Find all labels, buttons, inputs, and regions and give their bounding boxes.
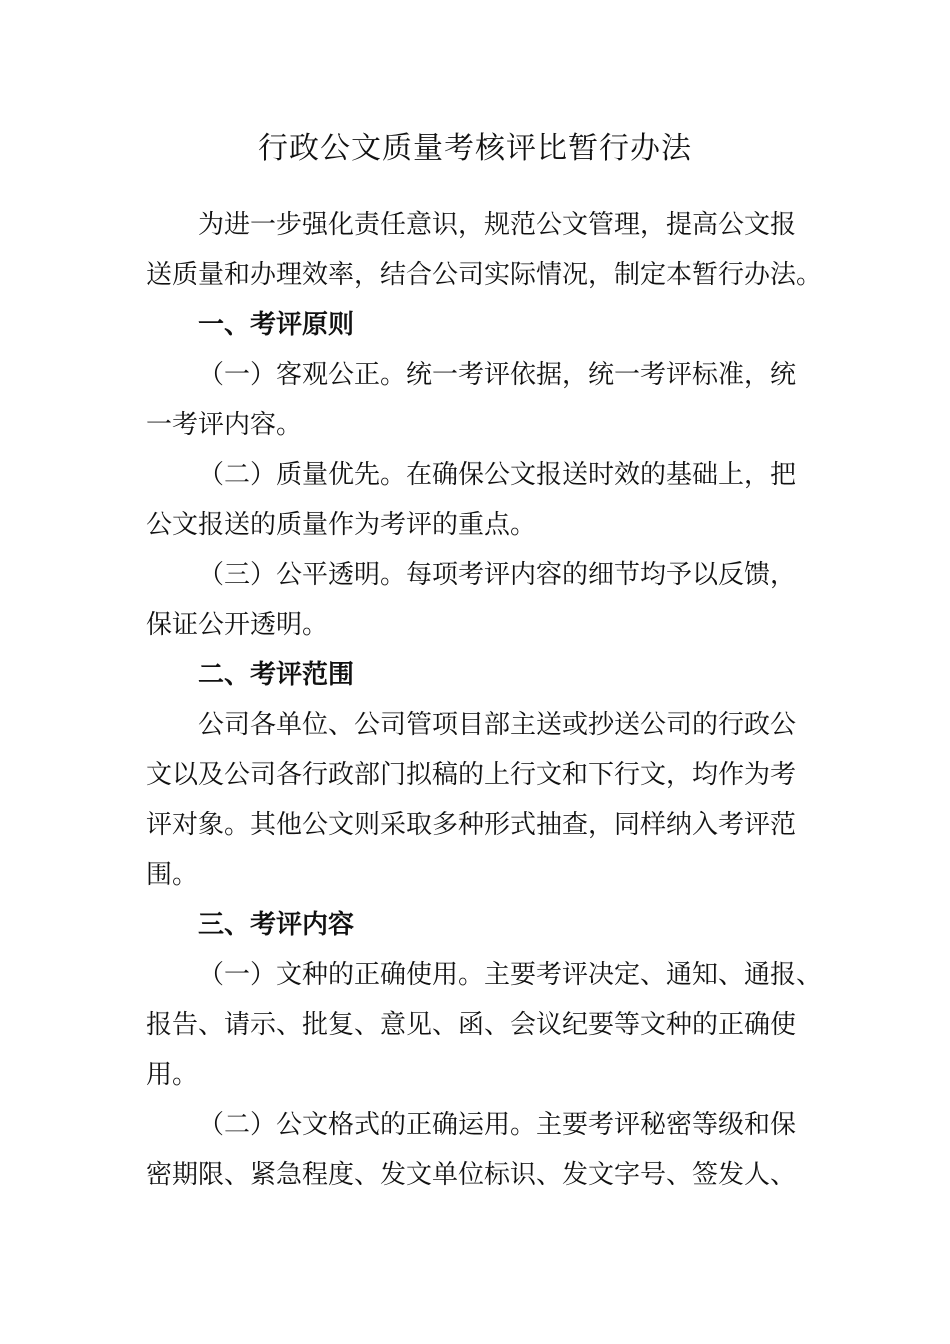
content-2-line-2: 密期限、紧急程度、发文单位标识、发文字号、签发人、 <box>146 1160 797 1190</box>
content-1-line-3: 用。 <box>146 1060 199 1090</box>
content-1-line-2: 报告、请示、批复、意见、函、会议纪要等文种的正确使 <box>146 1010 797 1040</box>
principle-3-line-1: （三）公平透明。每项考评内容的细节均予以反馈， <box>198 560 797 590</box>
section-heading-principles: 一、考评原则 <box>198 310 355 340</box>
principle-2-line-1: （二）质量优先。在确保公文报送时效的基础上，把 <box>198 460 797 490</box>
content-2-line-1: （二）公文格式的正确运用。主要考评秘密等级和保 <box>198 1110 797 1140</box>
intro-line-2: 送质量和办理效率，结合公司实际情况，制定本暂行办法。 <box>146 260 823 290</box>
section-heading-content: 三、考评内容 <box>198 910 355 940</box>
scope-line-2: 文以及公司各行政部门拟稿的上行文和下行文，均作为考 <box>146 760 797 790</box>
intro-line-1: 为进一步强化责任意识，规范公文管理，提高公文报 <box>198 210 797 240</box>
scope-line-1: 公司各单位、公司管项目部主送或抄送公司的行政公 <box>198 710 797 740</box>
document-title: 行政公文质量考核评比暂行办法 <box>258 131 692 166</box>
principle-1-line-2: 一考评内容。 <box>146 410 303 440</box>
content-1-line-1: （一）文种的正确使用。主要考评决定、通知、通报、 <box>198 960 823 990</box>
section-heading-scope: 二、考评范围 <box>198 660 355 690</box>
scope-line-4: 围。 <box>146 860 199 890</box>
principle-1-line-1: （一）客观公正。统一考评依据，统一考评标准，统 <box>198 360 797 390</box>
scope-line-3: 评对象。其他公文则采取多种形式抽查，同样纳入考评范 <box>146 810 797 840</box>
principle-2-line-2: 公文报送的质量作为考评的重点。 <box>146 510 537 540</box>
principle-3-line-2: 保证公开透明。 <box>146 610 329 640</box>
